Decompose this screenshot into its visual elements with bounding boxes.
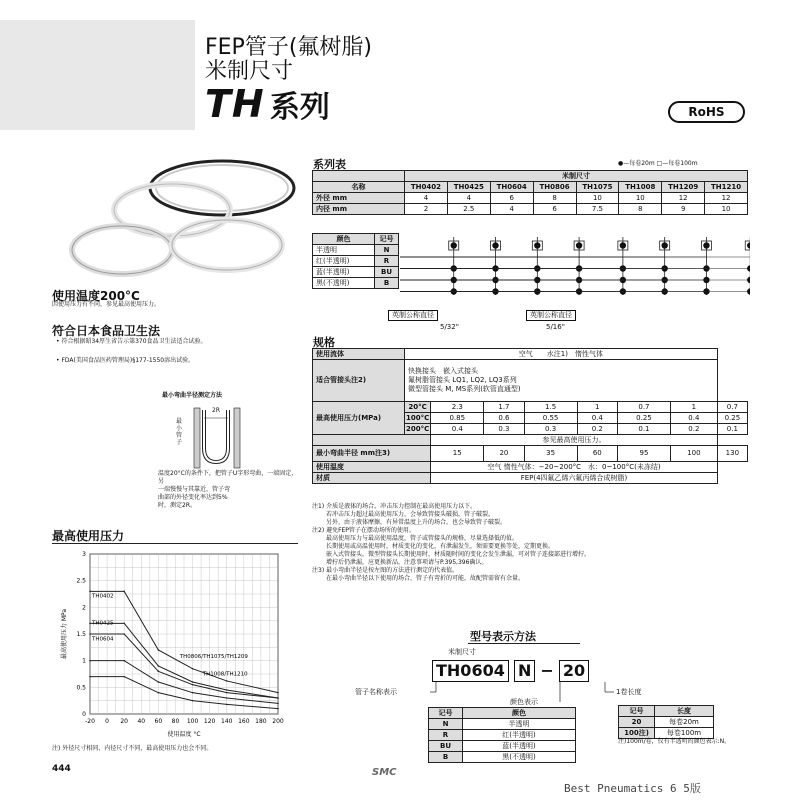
pressure-chart xyxy=(58,548,298,744)
lt-len-1: 每卷100m xyxy=(655,728,714,739)
id-value-0: 2 xyxy=(405,204,448,215)
p20-6: 0.7 xyxy=(717,402,747,413)
series-point-3-2 xyxy=(158,681,160,683)
smc-logo: SMC xyxy=(372,767,397,778)
series-point-4-5 xyxy=(277,708,279,710)
od-value-4: 10 xyxy=(576,193,619,204)
x-tick-label: 160 xyxy=(238,718,250,725)
availability-grid xyxy=(400,233,750,295)
note-line-5: 长期使用或高温使用时，材质变化的变化，有泄漏发生，须需要更换等处，定期更换。 xyxy=(326,543,555,550)
y-tick-label: 1 xyxy=(82,657,86,665)
x-tick-label: 120 xyxy=(203,718,216,725)
title-series: 系列 xyxy=(269,90,330,125)
bend-desc-4: 时，测定2R。 xyxy=(158,502,196,509)
id-value-7: 10 xyxy=(705,204,748,215)
bend-0: 15 xyxy=(431,446,484,462)
series-legend: ●—每卷20m □—每卷100m xyxy=(618,160,698,167)
note-line-0: 注1) 介质是液体的场合，冲击压力控制在最高使用压力以下。 xyxy=(312,503,477,510)
color-name-1: 红(半透明) xyxy=(313,256,375,267)
model-length-code: 20 xyxy=(559,660,589,682)
y-tick-label: 2 xyxy=(82,604,86,612)
series-label-2: TH0604 xyxy=(92,636,114,643)
x-tick-label: 200 xyxy=(272,718,284,725)
ct-code-2: BU xyxy=(429,741,463,752)
series-label-0: TH0402 xyxy=(92,593,114,600)
model-leader-lines xyxy=(400,680,640,710)
p20-1: 1.7 xyxy=(484,402,524,413)
od-value-1: 4 xyxy=(447,193,490,204)
lt-code-0: 20 xyxy=(619,717,655,728)
x-tick-label: -20 xyxy=(85,718,95,725)
od-value-0: 4 xyxy=(405,193,448,204)
material-value: FEP(4四氟乙烯六氟丙烯合成树脂) xyxy=(431,473,717,484)
x-tick-label: 80 xyxy=(171,718,180,725)
availability-dot-5-0 xyxy=(661,242,667,248)
availability-dot-2-0 xyxy=(534,242,540,248)
y-tick-label: 3 xyxy=(82,551,86,558)
series-point-2-0 xyxy=(89,633,91,635)
availability-dot-4-0 xyxy=(620,242,626,248)
model-title: 型号表示方法 xyxy=(470,630,536,643)
spec-title: 规格 xyxy=(313,336,335,349)
series-point-2-5 xyxy=(277,697,279,699)
bend-1: 20 xyxy=(484,446,524,462)
p100-1: 0.6 xyxy=(484,413,524,424)
lt-header-code: 记号 xyxy=(619,706,655,717)
series-label-4: TH1008/TH1210 xyxy=(202,671,248,678)
pressure-title: 最高使用压力 xyxy=(52,529,125,543)
x-tick-label: 180 xyxy=(255,718,267,725)
series-point-2-3 xyxy=(192,684,194,686)
model-name-6: TH1209 xyxy=(662,182,705,193)
bend-3: 60 xyxy=(577,446,617,462)
color-name-2: 蓝(半透明) xyxy=(313,267,375,278)
od-value-3: 8 xyxy=(533,193,576,204)
series-table xyxy=(312,170,748,215)
availability-dot-7-3 xyxy=(747,288,750,294)
title-line2: 米制尺寸 xyxy=(205,59,294,84)
pressure-title-rule xyxy=(52,543,298,544)
model-title-rule xyxy=(468,643,580,644)
p200-6: 0.1 xyxy=(717,424,747,435)
model-code: TH0604 xyxy=(432,660,509,682)
lt-header-len: 长度 xyxy=(655,706,714,717)
model-name-2: TH0604 xyxy=(490,182,533,193)
fit-value-2: 氟树脂管接头 LQ1, LQ2, LQ3系列 xyxy=(408,376,517,384)
pressure-note: 参见最高使用压力。 xyxy=(431,435,717,446)
ct-header-code: 记号 xyxy=(429,708,463,719)
availability-dot-1-0 xyxy=(492,242,498,248)
p20-0: 2.3 xyxy=(431,402,484,413)
availability-dot-7-0 xyxy=(747,242,750,248)
material-label: 材质 xyxy=(313,473,431,484)
metric-header: 米制尺寸 xyxy=(405,171,748,182)
series-point-4-0 xyxy=(89,676,91,678)
bend-desc-2: 一端慢慢与其靠近，管子弯 xyxy=(158,486,231,493)
note-line-9: 在最小弯曲半径以下使用的场合，管子有弯折的可能，故配管需留有余量。 xyxy=(326,575,525,582)
x-tick-label: 20 xyxy=(120,718,129,725)
series-point-3-3 xyxy=(192,692,194,694)
model-color-table xyxy=(428,707,576,763)
lt-len-0: 每卷20m xyxy=(655,717,714,728)
series-point-0-1 xyxy=(123,591,125,593)
fluid-value: 空气 水注1) 惰性气体 xyxy=(405,349,718,360)
inch2-value: 5/16" xyxy=(546,323,565,331)
series-table-title: 系列表 xyxy=(313,158,346,171)
length-note: 注)100m/卷，仅有半透明的颜色表示:N。 xyxy=(618,738,731,745)
rohs-badge: RoHS xyxy=(668,101,745,123)
series-point-1-2 xyxy=(158,665,160,667)
ct-header-color: 颜色 xyxy=(463,708,576,719)
inch1-label: 英制公称直径 xyxy=(388,310,438,321)
id-value-4: 7.5 xyxy=(576,204,619,215)
p100-4: 0.25 xyxy=(617,413,670,424)
od-label: 外径 mm xyxy=(313,193,405,204)
y-tick-label: 1.5 xyxy=(76,631,86,638)
id-value-6: 9 xyxy=(662,204,705,215)
series-point-1-4 xyxy=(226,689,228,691)
code-header: 记号 xyxy=(375,234,399,245)
id-value-5: 8 xyxy=(619,204,662,215)
t200-label: 200°C xyxy=(406,424,430,433)
note-line-3: 注2) 避免FEP管子在摆动场所的使用。 xyxy=(312,527,415,534)
header-gray-block xyxy=(0,20,195,130)
bend-desc-3: 曲部的外径变化率达到5% xyxy=(158,494,228,501)
series-point-0-5 xyxy=(277,692,279,694)
color-header: 颜色 xyxy=(313,234,375,245)
series-point-2-1 xyxy=(123,633,125,635)
food-title: 符合日本食品卫生法 xyxy=(52,324,161,338)
model-dash: − xyxy=(540,661,554,680)
color-name-3: 黑(不透明) xyxy=(313,278,375,289)
series-point-3-5 xyxy=(277,703,279,705)
note-line-4: 最高使用压力与最高使用温度，管子或管接头的规格，尽量选择低的值。 xyxy=(326,535,519,542)
t20-label: 20°C xyxy=(405,402,431,413)
p20-5: 1 xyxy=(670,402,717,413)
fluid-label: 使用流体 xyxy=(313,349,405,360)
id-value-2: 4 xyxy=(490,204,533,215)
p200-4: 0.1 xyxy=(617,424,670,435)
series-point-0-4 xyxy=(226,680,228,682)
bend-method-title: 最小弯曲半径测定方法 xyxy=(162,392,223,399)
p100-2: 0.55 xyxy=(524,413,577,424)
p20-3: 1 xyxy=(577,402,617,413)
model-name-7: TH1210 xyxy=(705,182,748,193)
p200-0: 0.4 xyxy=(431,424,484,435)
fit-value-3: 微型管接头 M, MS系列(软管直通型) xyxy=(408,385,521,393)
series-point-2-2 xyxy=(158,671,160,673)
spec-table xyxy=(312,348,748,484)
od-value-7: 12 xyxy=(705,193,748,204)
y-axis-label: 最高使用压力 MPa xyxy=(61,608,68,660)
series-label-3: TH0806/TH1075/TH1209 xyxy=(179,654,248,660)
bend-5: 100 xyxy=(670,446,717,462)
x-tick-label: 40 xyxy=(137,718,146,725)
temp-label: 使用温度 xyxy=(313,462,431,473)
bend-2r-label: 2R xyxy=(212,407,220,414)
note-line-6: 嵌入式管接头，微型管接头长期使用时，材质随时间的变化会发生泄漏，可对管子连接部进行增拧。 xyxy=(326,551,591,558)
ct-code-1: R xyxy=(429,730,463,741)
bend-6: 130 xyxy=(717,446,747,462)
availability-dot-7-1 xyxy=(747,265,750,271)
id-value-3: 6 xyxy=(533,204,576,215)
footer-brand: Best Pneumatics 6 5版 xyxy=(564,782,701,795)
p100-6: 0.25 xyxy=(717,413,747,424)
name-label: 名称 xyxy=(313,182,405,193)
availability-dot-0-0 xyxy=(451,242,457,248)
series-point-1-0 xyxy=(89,623,91,625)
x-tick-label: 100 xyxy=(186,718,199,725)
p200-5: 0.2 xyxy=(670,424,717,435)
model-name-3: TH0806 xyxy=(533,182,576,193)
availability-dot-7-2 xyxy=(747,277,750,283)
bend-4: 95 xyxy=(617,446,670,462)
x-tick-label: 60 xyxy=(154,718,163,725)
series-point-1-1 xyxy=(123,623,125,625)
p20-4: 0.7 xyxy=(617,402,670,413)
ct-color-1: 红(半透明) xyxy=(463,730,576,741)
p100-0: 0.85 xyxy=(431,413,484,424)
color-code-table xyxy=(312,233,399,289)
ct-color-3: 黑(不透明) xyxy=(463,752,576,763)
tube-coils-image xyxy=(52,150,302,285)
bend-2: 35 xyxy=(524,446,577,462)
model-color-code: N xyxy=(514,660,535,682)
od-value-5: 10 xyxy=(619,193,662,204)
fit-value-1: 快换接头 嵌入式接头 xyxy=(408,367,478,375)
id-value-1: 2.5 xyxy=(447,204,490,215)
title-line1: FEP管子(氟树脂) xyxy=(205,35,372,60)
series-point-0-3 xyxy=(192,668,194,670)
model-length-table xyxy=(618,705,714,739)
bend-vertical-label: 最小管子 xyxy=(176,418,183,446)
availability-dot-3-0 xyxy=(576,242,582,248)
model-name-1: TH0425 xyxy=(447,182,490,193)
p200-3: 0.2 xyxy=(577,424,617,435)
note-line-8: 注3) 最小弯曲半径是按左图的方法进行测定的代表值。 xyxy=(312,567,459,574)
p200-2: 0.3 xyxy=(524,424,577,435)
page-number: 444 xyxy=(52,764,71,774)
food-item-1: • 符合根据昭34厚生省告示第370食品卫生法适合试验。 xyxy=(56,338,207,345)
temp-note: 因使用压力有不同，参见最高使用压力。 xyxy=(52,301,161,308)
x-tick-label: 0 xyxy=(105,718,110,725)
color-code-0: N xyxy=(375,245,399,256)
ct-color-2: 蓝(半透明) xyxy=(463,741,576,752)
series-point-4-4 xyxy=(226,704,228,706)
color-code-2: BU xyxy=(375,267,399,278)
ct-code-0: N xyxy=(429,719,463,730)
x-axis-label: 使用温度 °C xyxy=(167,731,201,738)
series-point-4-3 xyxy=(192,700,194,702)
note-line-2: 另外，由于液体摩擦，有异常温度上升的场合，也会导致管子破裂。 xyxy=(326,519,507,526)
note-line-1: 若冲击压力超过最高使用压力，会导致管接头破损，管子破裂。 xyxy=(326,511,495,518)
ct-code-3: B xyxy=(429,752,463,763)
model-name-5: TH1008 xyxy=(619,182,662,193)
series-point-3-4 xyxy=(226,697,228,699)
model-color-label: 颜色表示 xyxy=(510,698,538,706)
series-point-3-0 xyxy=(89,660,91,662)
inch2-label: 英制公称直径 xyxy=(526,310,576,321)
series-point-0-0 xyxy=(89,591,91,593)
fit-label: 适合管接头注2) xyxy=(313,360,405,402)
inch1-value: 5/32" xyxy=(440,323,459,331)
lt-code-1: 100注) xyxy=(619,728,655,739)
od-value-2: 6 xyxy=(490,193,533,204)
spec-notes xyxy=(312,503,752,583)
temp-value: 空气 惰性气体：−20~200°C 水：0~100°C(未冻结) xyxy=(431,462,717,473)
p100-5: 0.4 xyxy=(670,413,717,424)
y-tick-label: 0.5 xyxy=(76,684,86,692)
y-tick-label: 0 xyxy=(82,711,86,718)
series-point-3-1 xyxy=(123,660,125,662)
od-value-6: 12 xyxy=(662,193,705,204)
temp-title: 使用温度200°C xyxy=(52,289,140,303)
note-line-7: 增拧后仍泄漏，应更换新品，注意事项请与P.395,396确认。 xyxy=(326,559,488,566)
p100-3: 0.4 xyxy=(577,413,617,424)
x-tick-label: 140 xyxy=(221,718,233,725)
color-code-1: R xyxy=(375,256,399,267)
model-name-label: 管子名称表示 xyxy=(355,688,397,696)
bend-desc-1: 温度20°C的条件下，把管子U字形弯曲，一端固定，另 xyxy=(158,470,298,485)
pmax-label: 最高使用压力(MPa) xyxy=(313,402,405,435)
series-point-0-2 xyxy=(158,649,160,651)
model-length-label: 1卷长度 xyxy=(616,688,642,696)
color-code-3: B xyxy=(375,278,399,289)
food-item-2: • FDA(美国食品医药管理局)§177-1550溶出试验。 xyxy=(56,357,195,364)
id-label: 内径 mm xyxy=(313,204,405,215)
left-footnote: 注) 外径尺寸相同、内径尺寸不同，最高使用压力也会不同。 xyxy=(52,745,213,752)
series-point-4-2 xyxy=(158,692,160,694)
series-point-4-1 xyxy=(123,676,125,678)
model-metric-label: 米制尺寸 xyxy=(448,648,476,656)
ct-color-0: 半透明 xyxy=(463,719,576,730)
bend-label: 最小弯曲半径 mm注3) xyxy=(313,446,431,462)
color-name-0: 半透明 xyxy=(313,245,375,256)
p20-2: 1.5 xyxy=(524,402,577,413)
series-point-2-4 xyxy=(226,692,228,694)
model-name-0: TH0402 xyxy=(405,182,448,193)
model-name-4: TH1075 xyxy=(576,182,619,193)
availability-dot-6-0 xyxy=(703,242,709,248)
y-tick-label: 2.5 xyxy=(76,577,86,585)
p200-1: 0.3 xyxy=(484,424,524,435)
series-label-1: TH0425 xyxy=(92,620,114,627)
series-point-1-3 xyxy=(192,681,194,683)
t100-label: 100°C xyxy=(406,413,430,422)
title-th: TH xyxy=(205,82,265,126)
